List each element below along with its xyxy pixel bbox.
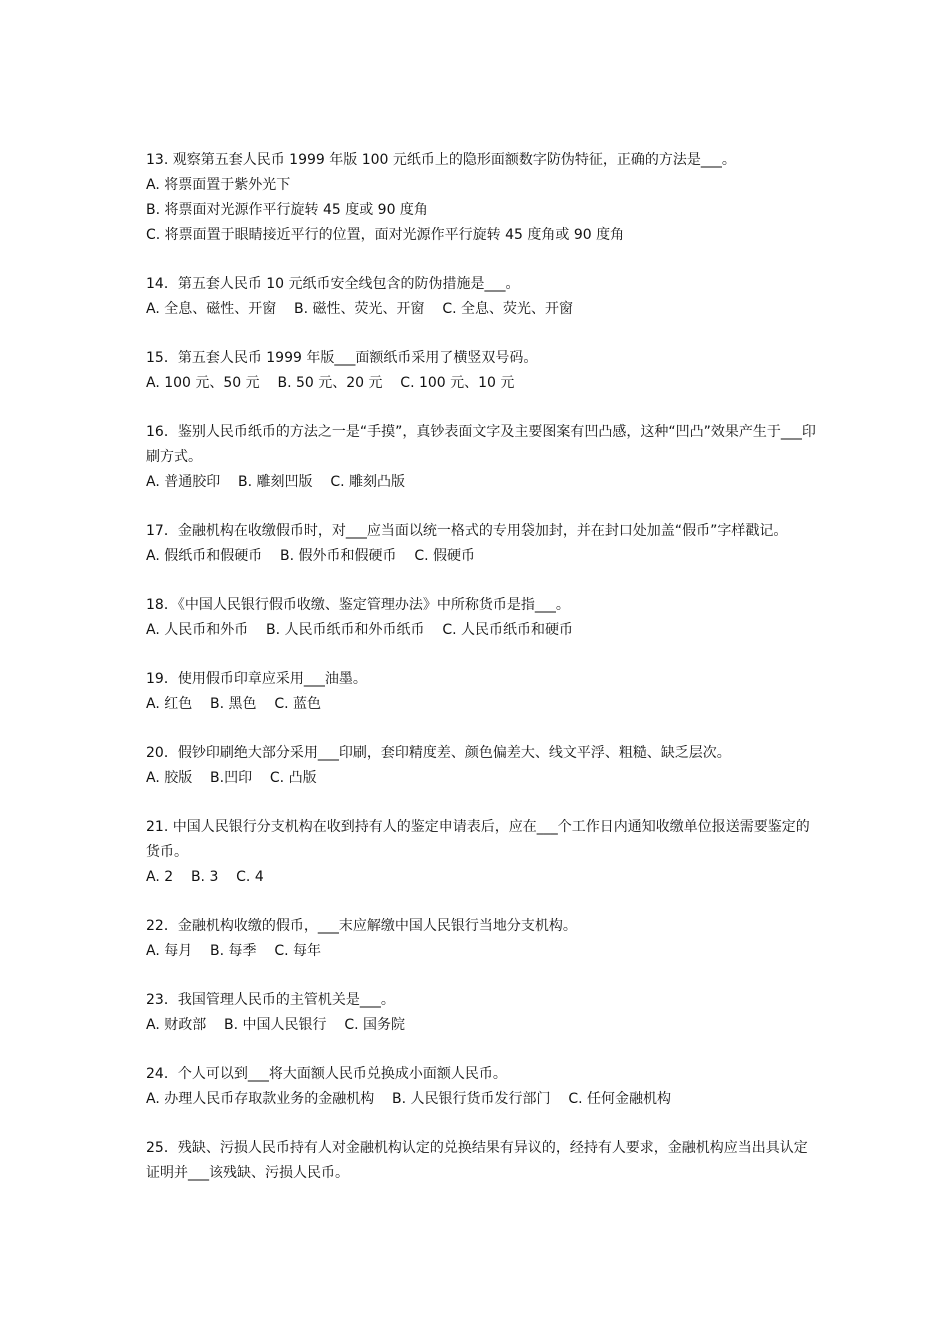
question-stem: 17．金融机构在收缴假币时，对___应当面以统一格式的专用袋加封，并在封口处加盖“假币”字样戳记。 [146,523,788,539]
options-line: A. 100 元、50 元 B. 50 元、20 元 C. 100 元、10 元 [146,375,515,391]
options-line: A. 红色 B. 黑色 C. 蓝色 [146,696,322,712]
question-stem: 16．鉴别人民币纸币的方法之一是“手摸”，真钞表面文字及主要图案有凹凸感，这种“凹凸”效果产生于___印刷方式。 [146,424,816,465]
question-stem: 21. 中国人民银行分支机构在收到持有人的鉴定申请表后，应在___个工作日内通知收缴单位报送需要鉴定的货币。 [146,819,810,860]
question-13 [146,148,816,248]
question-stem: 19．使用假币印章应采用___油墨。 [146,671,367,687]
question-stem: 22．金融机构收缴的假币，___末应解缴中国人民银行当地分支机构。 [146,918,577,934]
question-18 [146,593,816,643]
question-21 [146,815,816,890]
question-25 [146,1136,816,1186]
options-line: A. 假纸币和假硬币 B. 假外币和假硬币 C. 假硬币 [146,548,476,564]
option-b: B. 将票面对光源作平行旋转 45 度或 90 度角 [146,202,428,218]
question-stem: 14．第五套人民币 10 元纸币安全线包含的防伪措施是___。 [146,276,520,292]
question-stem: 20．假钞印刷绝大部分采用___印刷，套印精度差、颜色偏差大、线文平浮、粗糙、缺乏层次。 [146,745,731,761]
options-line: A. 人民币和外币 B. 人民币纸币和外币纸币 C. 人民币纸币和硬币 [146,622,574,638]
question-15 [146,346,816,396]
question-stem: 18．《中国人民银行假币收缴、鉴定管理办法》中所称货币是指___。 [146,597,570,613]
question-stem: 24．个人可以到___将大面额人民币兑换成小面额人民币。 [146,1066,507,1082]
question-16 [146,420,816,495]
question-20 [146,741,816,791]
question-stem: 13. 观察第五套人民币 1999 年版 100 元纸币上的隐形面额数字防伪特征，正确的方法是___。 [146,152,736,168]
question-24 [146,1062,816,1112]
question-stem: 25．残缺、污损人民币持有人对金融机构认定的兑换结果有异议的，经持有人要求，金融机构应当出具认定证明并___该残缺、污损人民币。 [146,1140,808,1181]
option-c: C. 将票面置于眼睛接近平行的位置，面对光源作平行旋转 45 度角或 90 度角 [146,227,625,243]
options-line: A. 财政部 B. 中国人民银行 C. 国务院 [146,1017,406,1033]
question-19 [146,667,816,717]
options-line: A. 普通胶印 B. 雕刻凹版 C. 雕刻凸版 [146,474,406,490]
options-line: A. 胶版 B.凹印 C. 凸版 [146,770,317,786]
question-22 [146,914,816,964]
question-23 [146,988,816,1038]
question-stem: 23．我国管理人民币的主管机关是___。 [146,992,395,1008]
document-page [146,148,816,1210]
question-stem: 15．第五套人民币 1999 年版___面额纸币采用了横竖双号码。 [146,350,538,366]
question-14 [146,272,816,322]
options-line: A. 每月 B. 每季 C. 每年 [146,943,322,959]
options-line: A. 2 B. 3 C. 4 [146,869,264,885]
options-line: A. 办理人民币存取款业务的金融机构 B. 人民银行货币发行部门 C. 任何金融机构 [146,1091,672,1107]
question-17 [146,519,816,569]
option-a: A. 将票面置于紫外光下 [146,177,291,193]
options-line: A. 全息、磁性、开窗 B. 磁性、荧光、开窗 C. 全息、荧光、开窗 [146,301,574,317]
